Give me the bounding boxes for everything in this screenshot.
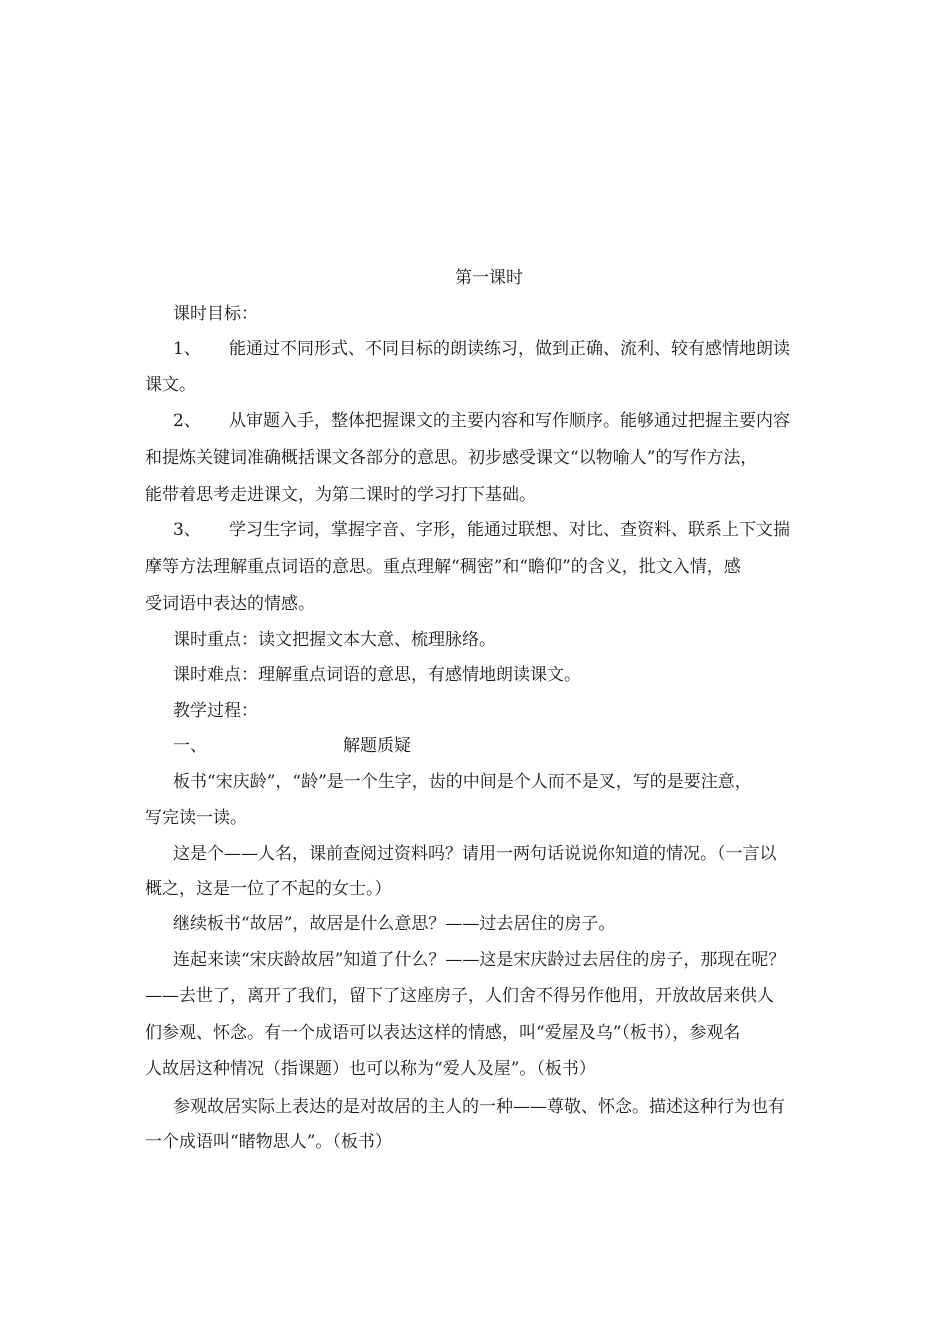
key-point: 课时重点：读文把握文本大意、梳理脉络。 [173,630,496,650]
goal-3-text: 学习生字词，掌握字音、字形，能通过联想、对比、查资料、联系上下文揣 [229,520,790,540]
paragraph-4-line-2: ——去世了，离开了我们，留下了这座房子，人们舍不得另作他用，开放故居来供人 [145,986,774,1006]
goal-3-line-2: 摩等方法理解重点词语的意思。重点理解“稠密”和“瞻仰”的含义，批文入情，感 [145,557,741,577]
goal-2-line-2: 和提炼关键词准确概括课文各部分的意思。初步感受课文“以物喻人”的写作方法， [145,448,758,468]
goal-1-line-2: 课文。 [145,375,196,395]
section-1-title: 解题质疑 [343,736,411,756]
goal-1-number: 1、 [173,339,201,359]
goal-3-line-1 [173,519,790,541]
goal-3-number: 3、 [173,520,201,540]
goal-2-text: 从审题入手，整体把握课文的主要内容和写作顺序。能够通过把握主要内容 [229,411,790,431]
goal-1-line-1 [173,338,790,360]
page-title: 第一课时 [455,268,523,288]
paragraph-1-line-1: 板书“宋庆龄”，“龄”是一个生字，齿的中间是个人而不是叉，写的是要注意， [173,772,752,792]
section-1-number: 一、 [173,736,207,756]
paragraph-2-line-2: 概之，这是一位了不起的女士。） [145,879,392,899]
paragraph-4-line-4: 人故居这种情况（指课题）也可以称为“爱人及屋”。（板书） [145,1059,596,1079]
paragraph-5-line-2: 一个成语叫“睹物思人”。（板书） [145,1132,392,1152]
section-1-heading [173,735,411,757]
goal-2-line-1 [173,410,790,432]
goal-1-text: 能通过不同形式、不同目标的朗读练习，做到正确、流利、较有感情地朗读 [229,339,790,359]
paragraph-4-line-1: 连起来读“宋庆龄故居”知道了什么？——这是宋庆龄过去居住的房子，那现在呢？ [173,950,786,970]
difficulty: 课时难点：理解重点词语的意思，有感情地朗读课文。 [173,665,581,685]
paragraph-3-line-1: 继续板书“故居”，故居是什么意思？——过去居住的房子。 [173,914,616,934]
goal-3-line-3: 受词语中表达的情感。 [145,594,315,614]
paragraph-1-line-2: 写完读一读。 [145,808,247,828]
process-label: 教学过程： [173,701,258,721]
goal-2-line-3: 能带着思考走进课文，为第二课时的学习打下基础。 [145,485,536,505]
goals-label: 课时目标： [173,304,258,324]
paragraph-5-line-1: 参观故居实际上表达的是对故居的主人的一种——尊敬、怀念。描述这种行为也有 [173,1097,785,1117]
paragraph-2-line-1: 这是个——人名，课前查阅过资料吗？请用一两句话说说你知道的情况。（一言以 [173,844,777,864]
goal-2-number: 2、 [173,411,201,431]
paragraph-4-line-3: 们参观、怀念。有一个成语可以表达这样的情感，叫“爱屋及乌”（板书），参观名 [145,1023,741,1043]
